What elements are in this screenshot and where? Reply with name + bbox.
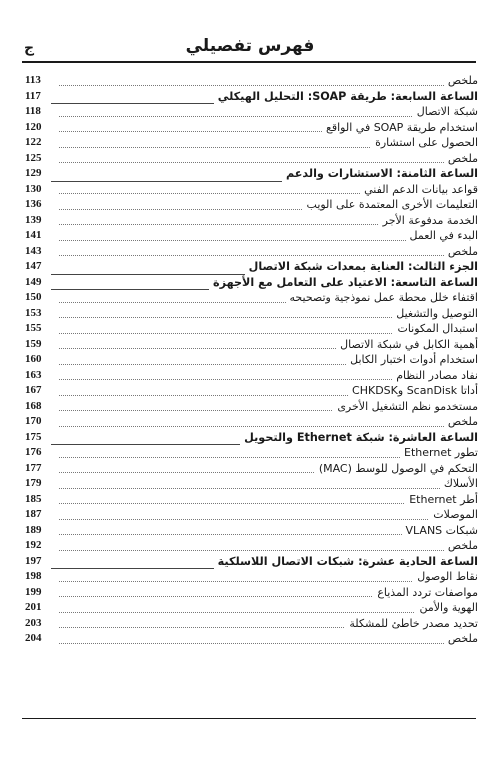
toc-page-number: 204 <box>25 632 42 644</box>
dot-leader <box>59 85 478 86</box>
dot-leader <box>59 162 478 163</box>
toc-page-number: 122 <box>25 136 42 148</box>
table-of-contents <box>25 73 478 647</box>
toc-entry-title: قواعد بيانات الدعم الفني <box>360 182 478 198</box>
toc-page-number: 201 <box>25 601 42 613</box>
toc-chapter-title: الساعة العاشرة: شبكة Ethernet والتحويل <box>240 430 478 446</box>
toc-entry-row <box>25 492 478 508</box>
toc-page-number: 167 <box>25 384 42 396</box>
toc-page-number: 147 <box>25 260 42 272</box>
toc-chapter-row <box>25 259 478 275</box>
toc-page-number: 189 <box>25 523 42 536</box>
toc-page-number: 159 <box>25 337 42 350</box>
toc-page-number: 117 <box>25 89 41 102</box>
toc-chapter-title: الساعة الحادية عشرة: شبكات الاتصال اللاسلكية <box>214 554 478 570</box>
toc-entry-row <box>25 461 478 477</box>
toc-page-number: 139 <box>25 213 42 226</box>
dot-leader <box>59 426 478 427</box>
toc-entry-row <box>25 476 478 492</box>
toc-page-number: 168 <box>25 399 42 412</box>
toc-entry-row <box>25 73 478 89</box>
toc-entry-row <box>25 585 478 601</box>
toc-page-number: 125 <box>25 151 42 164</box>
toc-entry-row <box>25 631 478 647</box>
toc-page-number: 113 <box>25 74 41 86</box>
toc-entry-title: مستخدمو نظم التشغيل الأخرى <box>333 399 478 415</box>
toc-page-number: 136 <box>25 198 42 210</box>
toc-page-number: 160 <box>25 353 42 365</box>
toc-entry-title: ملخص <box>444 151 478 167</box>
toc-page-number: 198 <box>25 570 42 582</box>
toc-entry-row <box>25 197 478 213</box>
toc-entry-row <box>25 445 478 461</box>
page-header-letter: ج <box>24 40 35 56</box>
toc-chapter-row <box>25 430 478 446</box>
dot-leader <box>59 488 478 489</box>
toc-page-number: 170 <box>25 415 42 427</box>
header-rule <box>22 61 476 63</box>
toc-entry-row <box>25 352 478 368</box>
toc-entry-row <box>25 383 478 399</box>
dot-leader <box>59 519 478 520</box>
toc-entry-title: شبكة الاتصال <box>413 104 478 120</box>
toc-entry-row <box>25 321 478 337</box>
toc-page-number: 153 <box>25 306 42 319</box>
toc-entry-title: تطور Ethernet <box>400 445 478 461</box>
toc-entry-title: الأسلاك <box>440 476 478 492</box>
toc-entry-row <box>25 228 478 244</box>
toc-entry-row <box>25 120 478 136</box>
toc-entry-title: الخدمة مدفوعة الأجر <box>379 213 478 229</box>
toc-entry-title: الهوية والأمن <box>415 600 478 616</box>
toc-entry-row <box>25 104 478 120</box>
toc-entry-title: ملخص <box>444 631 478 647</box>
footer-rule <box>22 718 476 719</box>
toc-entry-row <box>25 182 478 198</box>
page-header-title: فهرس تفصيلي <box>185 36 315 56</box>
dot-leader <box>59 643 478 644</box>
toc-page-number: 129 <box>25 167 42 179</box>
toc-chapter-title: الساعة السابعة: طريقة SOAP: التحليل الهيكلي <box>214 89 478 105</box>
toc-entry-title: استبدال المكونات <box>393 321 478 337</box>
toc-chapter-row <box>25 554 478 570</box>
toc-entry-title: أداتا ScanDisk وCHKDSK <box>348 383 478 399</box>
toc-entry-title: نقاط الوصول <box>413 569 478 585</box>
toc-chapter-row <box>25 275 478 291</box>
toc-chapter-row <box>25 89 478 105</box>
toc-entry-title: استخدام طريقة SOAP في الواقع <box>322 120 478 136</box>
toc-entry-title: التعليمات الأخرى المعتمدة على الويب <box>303 197 478 213</box>
toc-chapter-title: الساعة الثامنة: الاستشارات والدعم <box>282 166 478 182</box>
toc-page-number: 120 <box>25 120 42 133</box>
toc-page-number: 118 <box>25 105 41 117</box>
toc-entry-row <box>25 616 478 632</box>
toc-page-number: 179 <box>25 477 42 489</box>
toc-entry-row <box>25 337 478 353</box>
toc-entry-title: ملخص <box>444 244 478 260</box>
dot-leader <box>59 255 478 256</box>
toc-chapter-row <box>25 166 478 182</box>
toc-entry-row <box>25 306 478 322</box>
toc-entry-title: التحكم في الوصول للوسط (MAC) <box>315 461 478 477</box>
toc-entry-row <box>25 290 478 306</box>
toc-entry-row <box>25 538 478 554</box>
toc-entry-row <box>25 414 478 430</box>
toc-entry-title: التوصيل والتشغيل <box>392 306 478 322</box>
toc-page-number: 177 <box>25 461 42 474</box>
toc-entry-title: البدء في العمل <box>406 228 479 244</box>
toc-entry-title: أطر Ethernet <box>405 492 478 508</box>
toc-page-number: 197 <box>25 554 42 567</box>
toc-entry-title: مواصفات تردد المذياع <box>373 585 478 601</box>
toc-entry-title: الموصلات <box>429 507 478 523</box>
toc-page-number: 175 <box>25 430 42 443</box>
toc-page-number: 187 <box>25 508 42 520</box>
toc-chapter-title: الساعة التاسعة: الاعتياد على التعامل مع الأجهزة <box>209 275 478 291</box>
toc-entry-title: استخدام أدوات اختبار الكابل <box>346 352 478 368</box>
toc-page-number: 141 <box>25 229 42 241</box>
toc-page-number: 143 <box>25 244 42 257</box>
toc-entry-title: ملخص <box>444 73 478 89</box>
toc-entry-row <box>25 244 478 260</box>
toc-entry-title: شبكات VLANS <box>402 523 478 539</box>
toc-entry-row <box>25 600 478 616</box>
toc-page-number: 176 <box>25 446 42 458</box>
toc-entry-title: اقتفاء خلل محطة عمل نموذجية وتصحيحه <box>286 290 479 306</box>
dot-leader <box>59 550 478 551</box>
toc-page-number: 163 <box>25 368 42 381</box>
toc-page-number: 130 <box>25 182 42 195</box>
toc-page-number: 199 <box>25 585 42 598</box>
toc-entry-row <box>25 399 478 415</box>
toc-page-number: 149 <box>25 275 42 288</box>
toc-entry-row <box>25 213 478 229</box>
toc-entry-title: ملخص <box>444 538 478 554</box>
toc-entry-title: أهمية الكابل في شبكة الاتصال <box>336 337 478 353</box>
toc-page-number: 185 <box>25 492 42 505</box>
toc-entry-row <box>25 151 478 167</box>
toc-entry-row <box>25 569 478 585</box>
toc-page-number: 155 <box>25 322 42 334</box>
toc-entry-row <box>25 523 478 539</box>
toc-entry-row <box>25 368 478 384</box>
toc-entry-row <box>25 507 478 523</box>
toc-entry-title: تحديد مصدر خاطئ للمشكلة <box>345 616 478 632</box>
toc-entry-title: ملخص <box>444 414 478 430</box>
toc-page-number: 192 <box>25 539 42 551</box>
toc-entry-row <box>25 135 478 151</box>
toc-entry-title: نفاد مصادر النظام <box>392 368 478 384</box>
toc-chapter-title: الجزء الثالث: العناية بمعدات شبكة الاتصال <box>245 259 478 275</box>
toc-entry-title: الحصول على استشارة <box>371 135 478 151</box>
toc-page-number: 150 <box>25 291 42 303</box>
toc-page-number: 203 <box>25 616 42 629</box>
